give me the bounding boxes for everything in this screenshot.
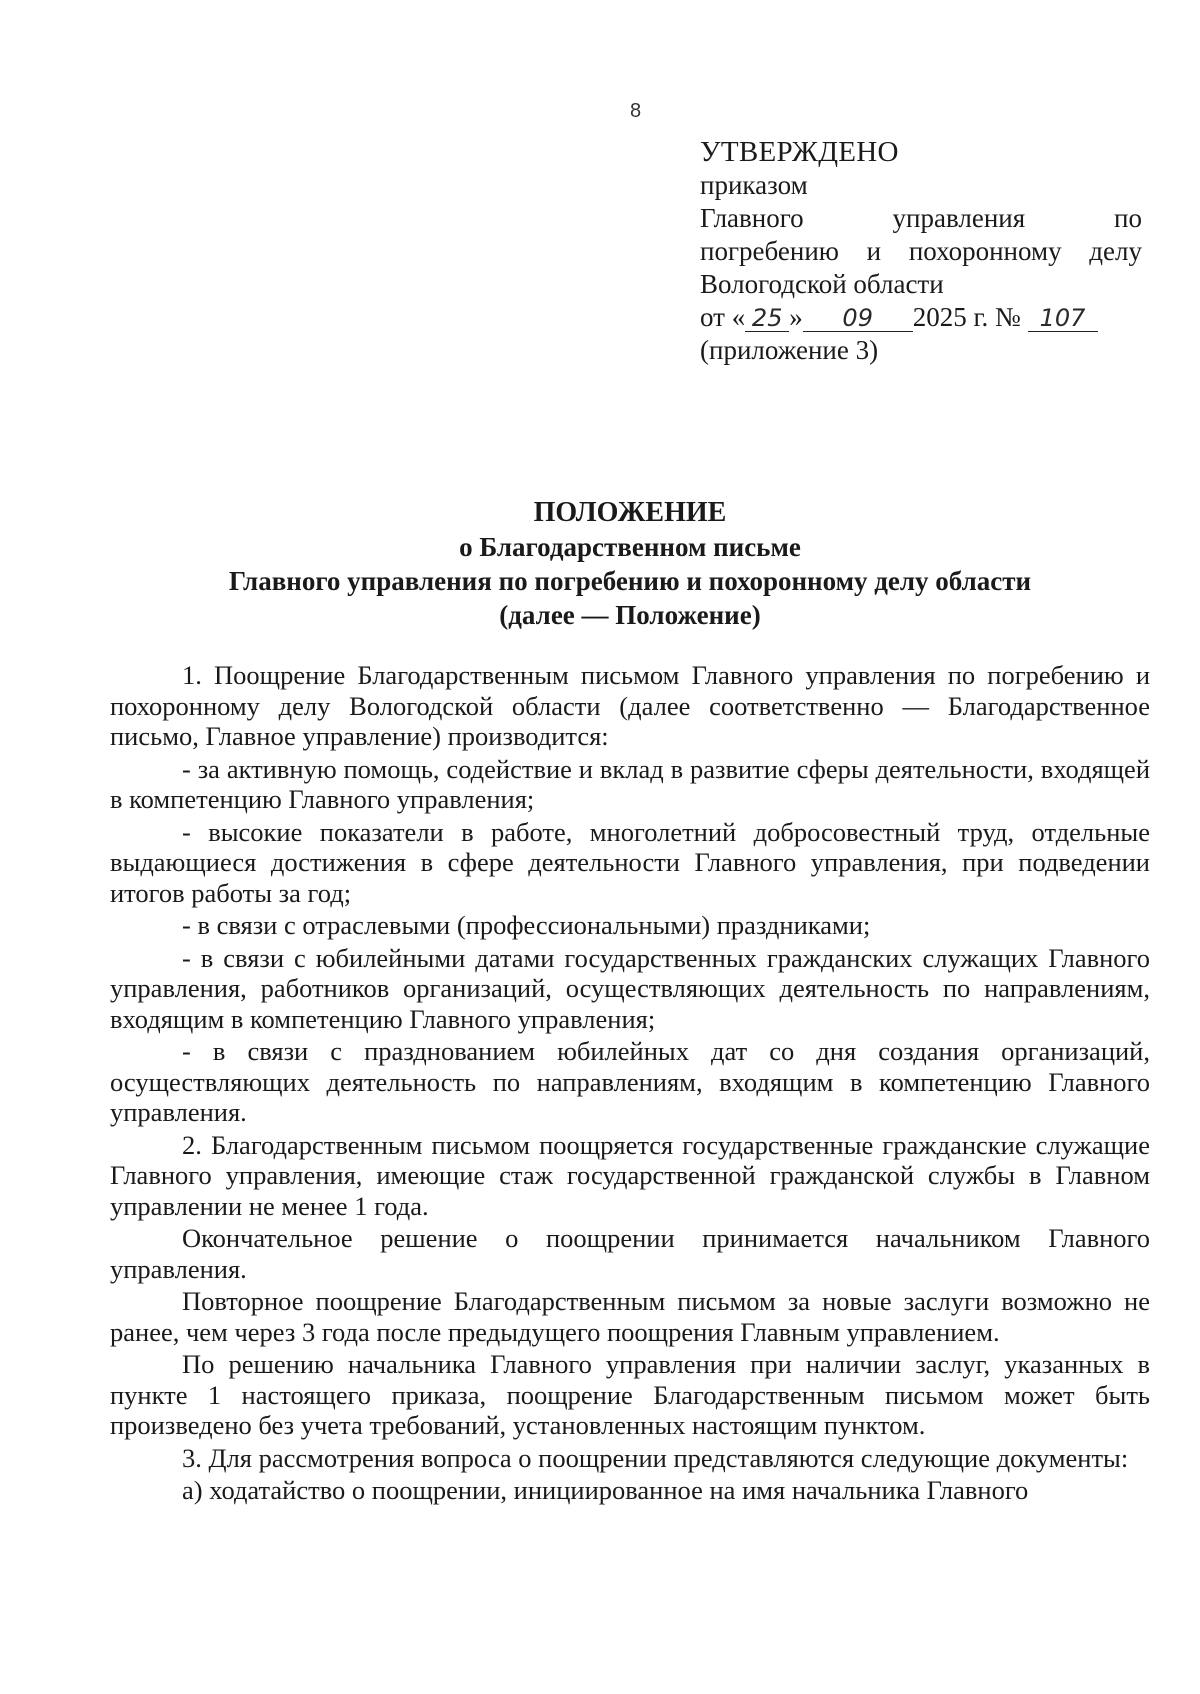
approval-line-agency-cont: погребению и похоронному делу	[700, 236, 1142, 266]
document-body	[110, 660, 1150, 1508]
approval-line-order: приказом	[700, 170, 808, 200]
document-subtitle-2: Главного управления по погребению и похоронному делу области	[228, 566, 1032, 596]
approval-title: УТВЕРЖДЕНО	[700, 136, 899, 168]
approval-line-agency: Главного управления по	[700, 203, 1142, 233]
paragraph: По решению начальника Главного управления при наличии заслуг, указанных в пункте 1 настоящего приказа, поощрение Благодарственным письмом может быть произведено без учета требований, установленных настоящим пунктом.	[110, 1349, 1150, 1440]
paragraph-item: - за активную помощь, содействие и вклад в развитие сферы деятельности, входящей в компетенцию Главного управления;	[110, 753, 1150, 814]
document-subtitle-1: о Благодарственном письме	[459, 532, 801, 562]
paragraph-item: - в связи с юбилейными датами государственных гражданских служащих Главного управления, работников организаций, осуществляющих деятельность по направлениям, входящим в компетенцию Главного управления;	[110, 942, 1150, 1034]
paragraph-item: - в связи с отраслевыми (профессиональными) праздниками;	[182, 910, 871, 940]
date-prefix: от «	[700, 302, 746, 332]
approval-date-line	[700, 301, 1142, 334]
handwritten-day: 25	[745, 305, 789, 332]
approval-appendix: (приложение 3)	[700, 335, 879, 365]
paragraph-3: 3. Для рассмотрения вопроса о поощрении представляются следующие документы:	[182, 1442, 1129, 1473]
paragraph-1: 1. Поощрение Благодарственным письмом Главного управления по погребению и похоронному делу Вологодской области (далее соответственно — Благодарственное письмо, Главное управление) производится:	[110, 660, 1150, 751]
handwritten-month: 09	[803, 305, 913, 332]
page-number: 8	[630, 100, 642, 122]
paragraph-2: 2. Благодарственным письмом поощряется государственные гражданские служащие Главного управления, имеющие стаж государственной гражданской службы в Главном управлении не менее 1 года.	[110, 1129, 1150, 1221]
approval-line-region: Вологодской области	[700, 269, 944, 299]
document-heading	[110, 496, 1150, 632]
document-subtitle-3: (далее — Положение)	[499, 600, 761, 630]
date-year-text: 2025 г. №	[912, 302, 1021, 332]
paragraph-item: - высокие показатели в работе, многолетний добросовестный труд, отдельные выдающиеся достижения в сфере деятельности Главного управления, при подведении итогов работы за год;	[110, 816, 1150, 908]
document-title: ПОЛОЖЕНИЕ	[533, 497, 727, 528]
handwritten-order-number: 107	[1028, 305, 1098, 332]
paragraph-item: а) ходатайство о поощрении, инициированное на имя начальника Главного	[182, 1475, 1029, 1505]
approval-stamp	[700, 136, 1142, 367]
date-day-suffix: »	[789, 302, 803, 332]
paragraph: Окончательное решение о поощрении принимается начальником Главного управления.	[110, 1223, 1150, 1284]
paragraph: Повторное поощрение Благодарственным письмом за новые заслуги возможно не ранее, чем через 3 года после предыдущего поощрения Главным управлением.	[110, 1286, 1150, 1347]
paragraph-item: - в связи с празднованием юбилейных дат со дня создания организаций, осуществляющих деятельность по направлениям, входящим в компетенцию Главного управления.	[110, 1036, 1150, 1127]
